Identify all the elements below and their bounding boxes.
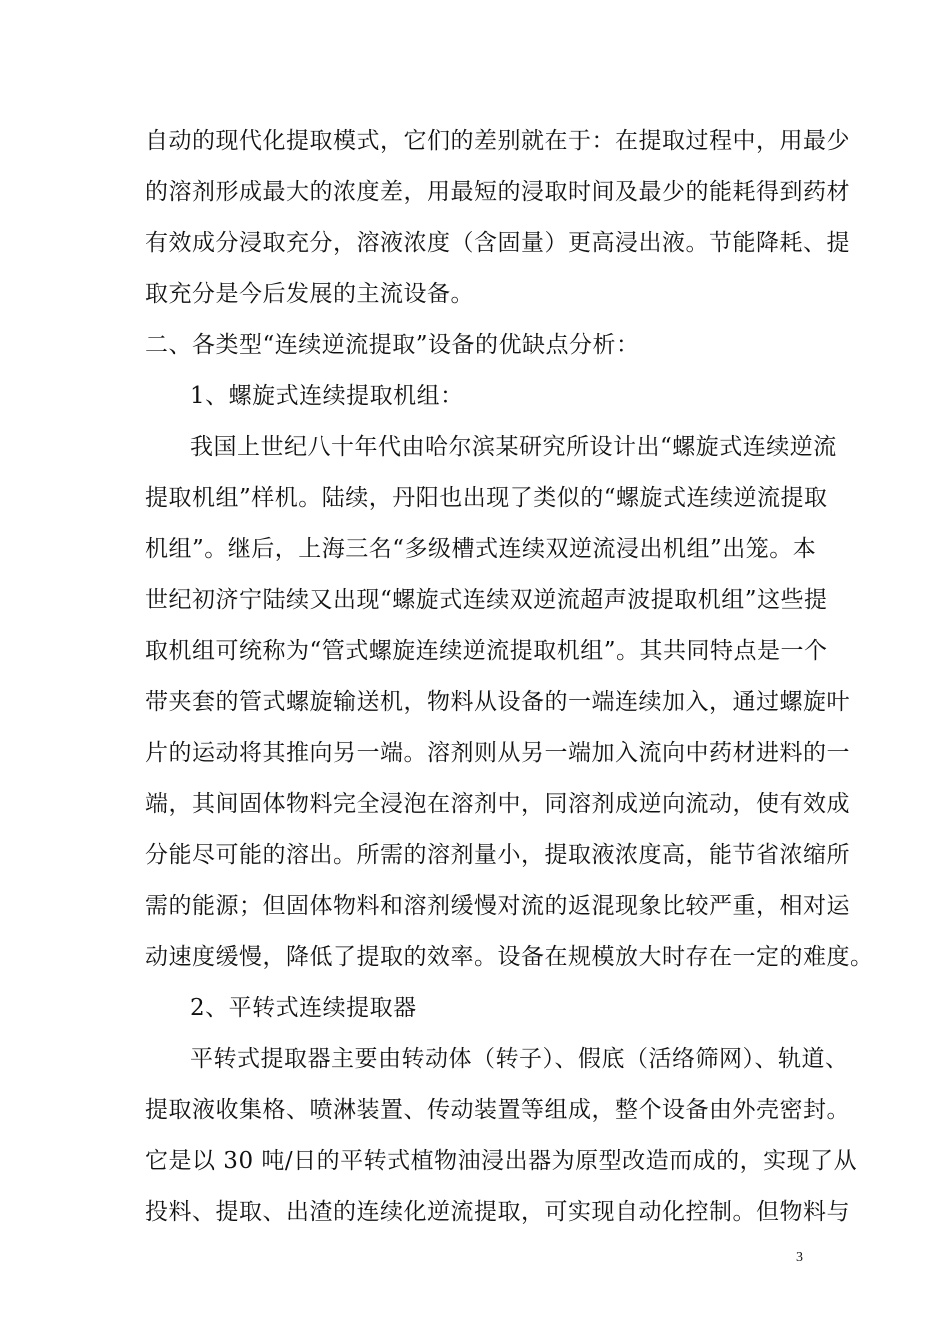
paragraph-line: 取机组可统称为“管式螺旋连续逆流提取机组”。其共同特点是一个	[145, 638, 828, 664]
paragraph-line: 提取机组”样机。陆续，丹阳也出现了类似的“螺旋式连续逆流提取	[145, 485, 828, 511]
paragraph-line: 我国上世纪八十年代由哈尔滨某研究所设计出“螺旋式连续逆流	[190, 434, 837, 460]
paragraph-line: 有效成分浸取充分，溶液浓度（含固量）更高浸出液。节能降耗、提	[145, 230, 850, 256]
paragraph-line: 的溶剂形成最大的浓度差，用最短的浸取时间及最少的能耗得到药材	[145, 179, 850, 205]
paragraph-line: 自动的现代化提取模式，它们的差别就在于：在提取过程中，用最少	[145, 128, 850, 154]
subsection-heading: 1、螺旋式连续提取机组：	[190, 383, 464, 409]
paragraph-line: 动速度缓慢，降低了提取的效率。设备在规模放大时存在一定的难度。	[145, 944, 874, 970]
paragraph-line: 机组”。继后，上海三名“多级槽式连续双逆流浸出机组”出笼。本	[145, 536, 817, 562]
paragraph-line: 它是以 30 吨/日的平转式植物油浸出器为原型改造而成的，实现了从	[145, 1148, 858, 1174]
paragraph-line: 提取液收集格、喷淋装置、传动装置等组成，整个设备由外壳密封。	[145, 1097, 850, 1123]
page-number: 3	[796, 1250, 803, 1265]
paragraph-line: 带夹套的管式螺旋输送机，物料从设备的一端连续加入，通过螺旋叶	[145, 689, 850, 715]
paragraph-line: 平转式提取器主要由转动体（转子）、假底（活络筛网）、轨道、	[190, 1046, 849, 1072]
paragraph-line: 端，其间固体物料完全浸泡在溶剂中，同溶剂成逆向流动，使有效成	[145, 791, 850, 817]
paragraph-line: 投料、提取、出渣的连续化逆流提取，可实现自动化控制。但物料与	[145, 1199, 850, 1225]
paragraph-line: 分能尽可能的溶出。所需的溶剂量小，提取液浓度高，能节省浓缩所	[145, 842, 850, 868]
subsection-heading: 2、平转式连续提取器	[190, 995, 417, 1021]
section-heading: 二、各类型“连续逆流提取”设备的优缺点分析：	[145, 332, 640, 358]
paragraph-line: 片的运动将其推向另一端。溶剂则从另一端加入流向中药材进料的一	[145, 740, 850, 766]
paragraph-line: 取充分是今后发展的主流设备。	[145, 281, 474, 307]
paragraph-line: 需的能源；但固体物料和溶剂缓慢对流的返混现象比较严重，相对运	[145, 893, 850, 919]
paragraph-line: 世纪初济宁陆续又出现“螺旋式连续双逆流超声波提取机组”这些提	[145, 587, 828, 613]
